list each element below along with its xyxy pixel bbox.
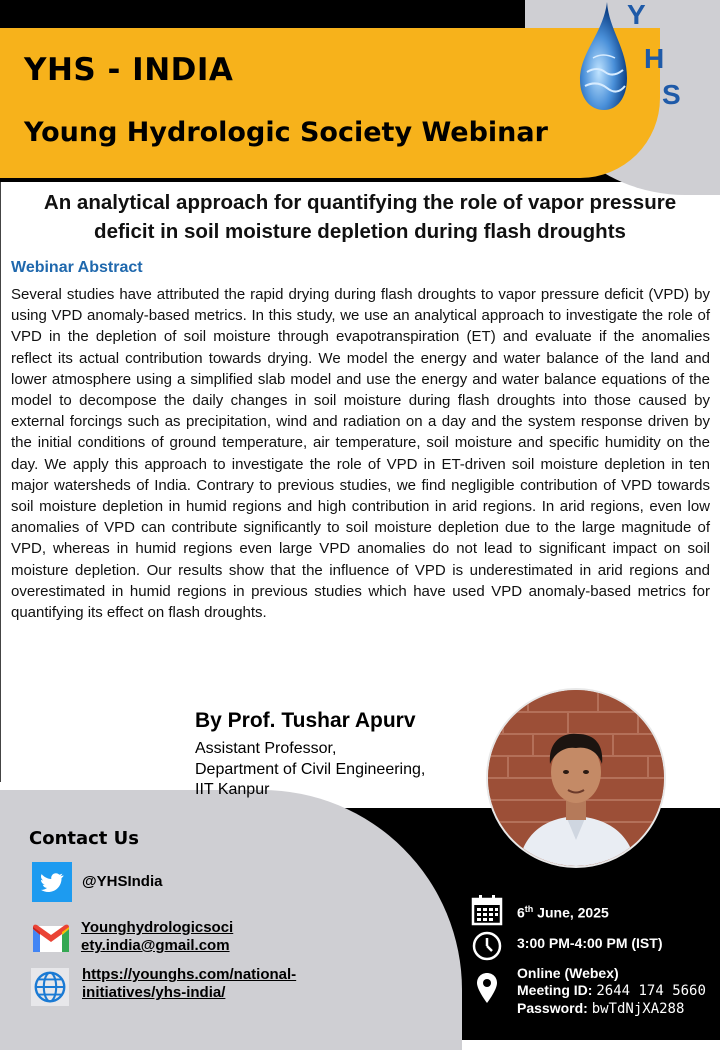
header-title: YHS - INDIA <box>24 52 234 88</box>
logo-letter-s: S <box>662 79 681 110</box>
password-value[interactable]: bwTdNjXA288 <box>591 1001 685 1017</box>
email-line-1[interactable]: Younghydrologicsoci <box>81 919 234 936</box>
email-link[interactable] <box>81 919 233 955</box>
meeting-password[interactable] <box>517 1000 706 1018</box>
twitter-icon[interactable] <box>32 862 72 902</box>
event-date-rest: June, 2025 <box>533 904 609 921</box>
email-line-2[interactable]: ety.india@gmail.com <box>81 937 230 954</box>
globe-icon[interactable] <box>31 968 69 1006</box>
meeting-id-value[interactable]: 2644 174 5660 <box>596 983 706 999</box>
event-date-day: 6 <box>517 904 525 921</box>
speaker-position: Assistant Professor, <box>195 740 337 757</box>
event-time: 3:00 PM-4:00 PM (IST) <box>517 935 663 951</box>
abstract-heading: Webinar Abstract <box>11 259 143 276</box>
contact-heading: Contact Us <box>29 828 140 849</box>
abstract-text: Several studies have attributed the rapid drying during flash droughts to vapor pressure deficit (VPD) by using VPD anomaly-based metrics. In this study, we use an analytical approach to investigate the role of VPD in the depletion of soil moisture through evapotranspiration (ET) and evaluate if the anomalies reflect its actual contribution towards drying. We model the energy and water balance of the land and lower atmosphere using a simplified slab model and use the energy and water balance equations of the model to decompose the daily changes in soil moisture during flash droughts into those caused by external forcings such as precipitation, wind and radiation on a day and the system response driven by the initial conditions of ground temperature, air temperature, soil moisture and specific humidity on the day. We apply this approach to investigate the role of VPD in ET-driven soil moisture depletion in ten major watersheds of India. Contrary to previous studies, we find negligible contribution of VPD towards soil moisture depletion in humid regions and high contribution in arid regions. In arid regions, even low anomalies of VPD can contribute significantly to soil moisture depletion due to the large magnitude of VPD, whereas in humid regions even large VPD anomalies do not lead to significant impact on soil moisture depletion. Our results show that the influence of VPD is underestimated in arid regions and overestimated in humid regions in previous studies which have used VPD anomaly-based metrics for quantifying its effect on flash droughts. <box>11 286 710 622</box>
event-date-suffix: th <box>524 904 534 914</box>
calendar-icon <box>471 894 503 926</box>
clock-icon <box>471 930 503 962</box>
speaker-name: By Prof. Tushar Apurv <box>195 709 416 732</box>
event-location <box>517 965 706 1018</box>
speaker-institute: IIT Kanpur <box>195 781 270 798</box>
logo-letter-y: Y <box>627 0 646 30</box>
talk-title-line-1: An analytical approach for quantifying the role of vapor pressure <box>43 191 677 214</box>
header-orange-band <box>0 28 660 178</box>
twitter-handle[interactable]: @YHSIndia <box>82 873 163 890</box>
water-drop-globe-icon <box>580 2 627 110</box>
header-subtitle: Young Hydrologic Society Webinar <box>24 117 548 148</box>
gmail-icon[interactable] <box>31 918 71 958</box>
speaker-affiliation <box>195 739 425 801</box>
left-divider <box>0 182 1 782</box>
event-date <box>517 901 609 922</box>
meeting-id[interactable] <box>517 982 706 1000</box>
speaker-department: Department of Civil Engineering, <box>195 760 426 778</box>
talk-title-line-2: deficit in soil moisture depletion during flash droughts <box>94 220 626 243</box>
location-pin-icon <box>476 972 498 1004</box>
event-platform: Online (Webex) <box>517 965 619 981</box>
logo-letter-h: H <box>644 43 665 74</box>
website-line-1[interactable]: https://younghs.com/national- <box>82 966 297 983</box>
website-link[interactable] <box>82 966 296 1002</box>
yhs-logo <box>575 0 690 118</box>
password-label: Password: <box>517 1000 588 1016</box>
speaker-photo <box>486 688 666 868</box>
website-line-2[interactable]: initiatives/yhs-india/ <box>82 984 226 1001</box>
talk-title <box>20 188 700 246</box>
meeting-id-label: Meeting ID: <box>517 982 593 998</box>
